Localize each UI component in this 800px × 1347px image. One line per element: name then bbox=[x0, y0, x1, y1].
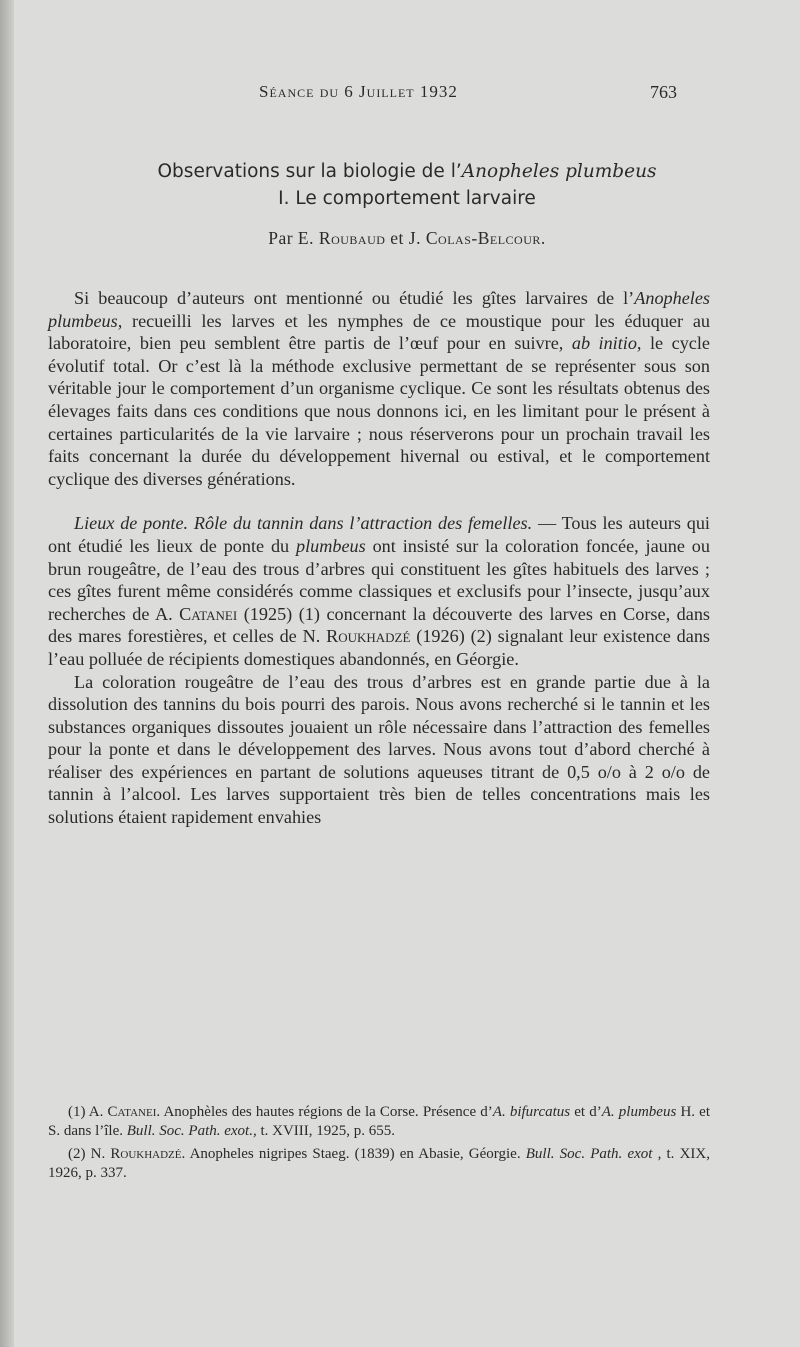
journal-title: Bull. Soc. Path. exot , bbox=[525, 1146, 662, 1162]
author-2: Colas-Belcour. bbox=[425, 228, 546, 248]
authors-connector: et J. bbox=[385, 228, 426, 248]
text-run: (1926) (2) signalant leur existence dans l’eau polluée de récipients domestiques abandonnés, en Géorgie. bbox=[48, 626, 710, 669]
paragraph-lieux-de-ponte bbox=[48, 512, 710, 670]
title-line-2: I. Le comportement larvaire bbox=[278, 188, 536, 209]
section-heading: Lieux de ponte. Rôle du tannin dans l’attraction des femelles. bbox=[74, 513, 533, 534]
text-run: t. XVIII, 1925, p. 655. bbox=[256, 1123, 396, 1139]
paragraph-intro bbox=[48, 287, 710, 490]
article-body bbox=[48, 287, 710, 829]
footnote-2 bbox=[48, 1145, 710, 1183]
text-run: t. XIX, 1926, p. 337. bbox=[48, 1146, 711, 1181]
journal-title: Bull. Soc. Path. exot., bbox=[126, 1123, 257, 1139]
page-edge bbox=[0, 0, 14, 1347]
cited-author: Roukhadzé bbox=[326, 626, 411, 647]
text-run: (1925) (1) concernant la découverte des larves en Corse, dans des mares forestières, et celles de N. bbox=[48, 603, 710, 647]
running-head: Séance du 6 Juillet 1932 bbox=[259, 82, 458, 101]
footnote-marker: (2) N. bbox=[68, 1146, 111, 1162]
title-species: Anopheles plumbeus bbox=[461, 161, 657, 182]
text-run: ont insisté sur la coloration foncée, jaune ou brun rougeâtre, de l’eau des trous d’arbres qui constituent les gîtes habituels des larves ; ces gîtes furent même considérés comme classiques et exclusifs pour l’insecte, jusqu’aux recherches de A. bbox=[48, 535, 710, 624]
page-number: 763 bbox=[650, 82, 677, 102]
article-title bbox=[14, 158, 800, 212]
paragraph-coloration: La coloration rougeâtre de l’eau des trous d’arbres est en grande partie due à la dissolution des tannins du bois pourri des parois. Nous avons recherché si le tannin et les substances organiques dissoutes jouaient un rôle nécessaire dans l’attraction des femelles pour la ponte et dans le développement des larves. Nous avons tout d’abord cherché à réaliser des expériences en partant de solutions aqueuses titrant de 0,5 o/o à 2 o/o de tannin à l’alcool. Les larves supportaient très bien de telles concentrations mais les solutions étaient rapidement envahies bbox=[48, 671, 710, 828]
text-run: Anopheles nigripes Staeg. (1839) en Abasie, Géorgie. bbox=[185, 1146, 526, 1162]
latin-phrase: ab initio, bbox=[571, 333, 642, 354]
title-text: Observations sur la biologie de l’ bbox=[157, 161, 462, 182]
author-1: Roubaud bbox=[318, 228, 386, 248]
species-name: A. plumbeus bbox=[601, 1104, 677, 1120]
species-name: Anopheles plumbeus, bbox=[48, 288, 710, 331]
footnote-author: Catanei. bbox=[107, 1104, 161, 1120]
species-name: A. bifurcatus bbox=[492, 1104, 571, 1120]
species-name: plumbeus bbox=[296, 535, 366, 556]
text-run: H. et S. dans l’île. bbox=[48, 1104, 710, 1139]
authors-prefix: Par E. bbox=[268, 228, 319, 248]
footnote-marker: (1) A. bbox=[68, 1104, 108, 1120]
text-run: Si beaucoup d’auteurs ont mentionné ou étudié les gîtes larvaires de l’ bbox=[74, 288, 635, 308]
text-run: Anophèles des hautes régions de la Corse. Présence d’ bbox=[160, 1104, 493, 1120]
title-line-1 bbox=[14, 158, 800, 185]
text-run: le cycle évolutif total. Or c’est là la méthode exclusive permettant de se représenter sous son véritable jour le comportement d’un organisme cyclique. Ce sont les résultats obtenus des élevages faits dans ces conditions que nous donnons ici, en les limitant pour le présent à certaines particularités de la vie larvaire ; nous réserverons pour un prochain travail les faits concernant la durée du développement hivernal ou estival, et le comportement cyclique des diverses générations. bbox=[48, 333, 710, 489]
footnotes bbox=[48, 1103, 710, 1187]
author-line bbox=[14, 228, 800, 249]
text-run: recueilli les larves et les nymphes de ce moustique pour les éduquer au laboratoire, bien peu semblent être partis de l’œuf pour en suivre, bbox=[48, 310, 710, 354]
footnote-1 bbox=[48, 1103, 710, 1141]
text-run: et d’ bbox=[570, 1104, 602, 1120]
page-header bbox=[14, 82, 800, 112]
text-run: — Tous les auteurs qui ont étudié les lieux de ponte du bbox=[48, 513, 710, 556]
cited-author: Catanei bbox=[179, 603, 238, 624]
footnote-author: Roukhadzé. bbox=[110, 1146, 186, 1162]
page bbox=[14, 0, 800, 1347]
